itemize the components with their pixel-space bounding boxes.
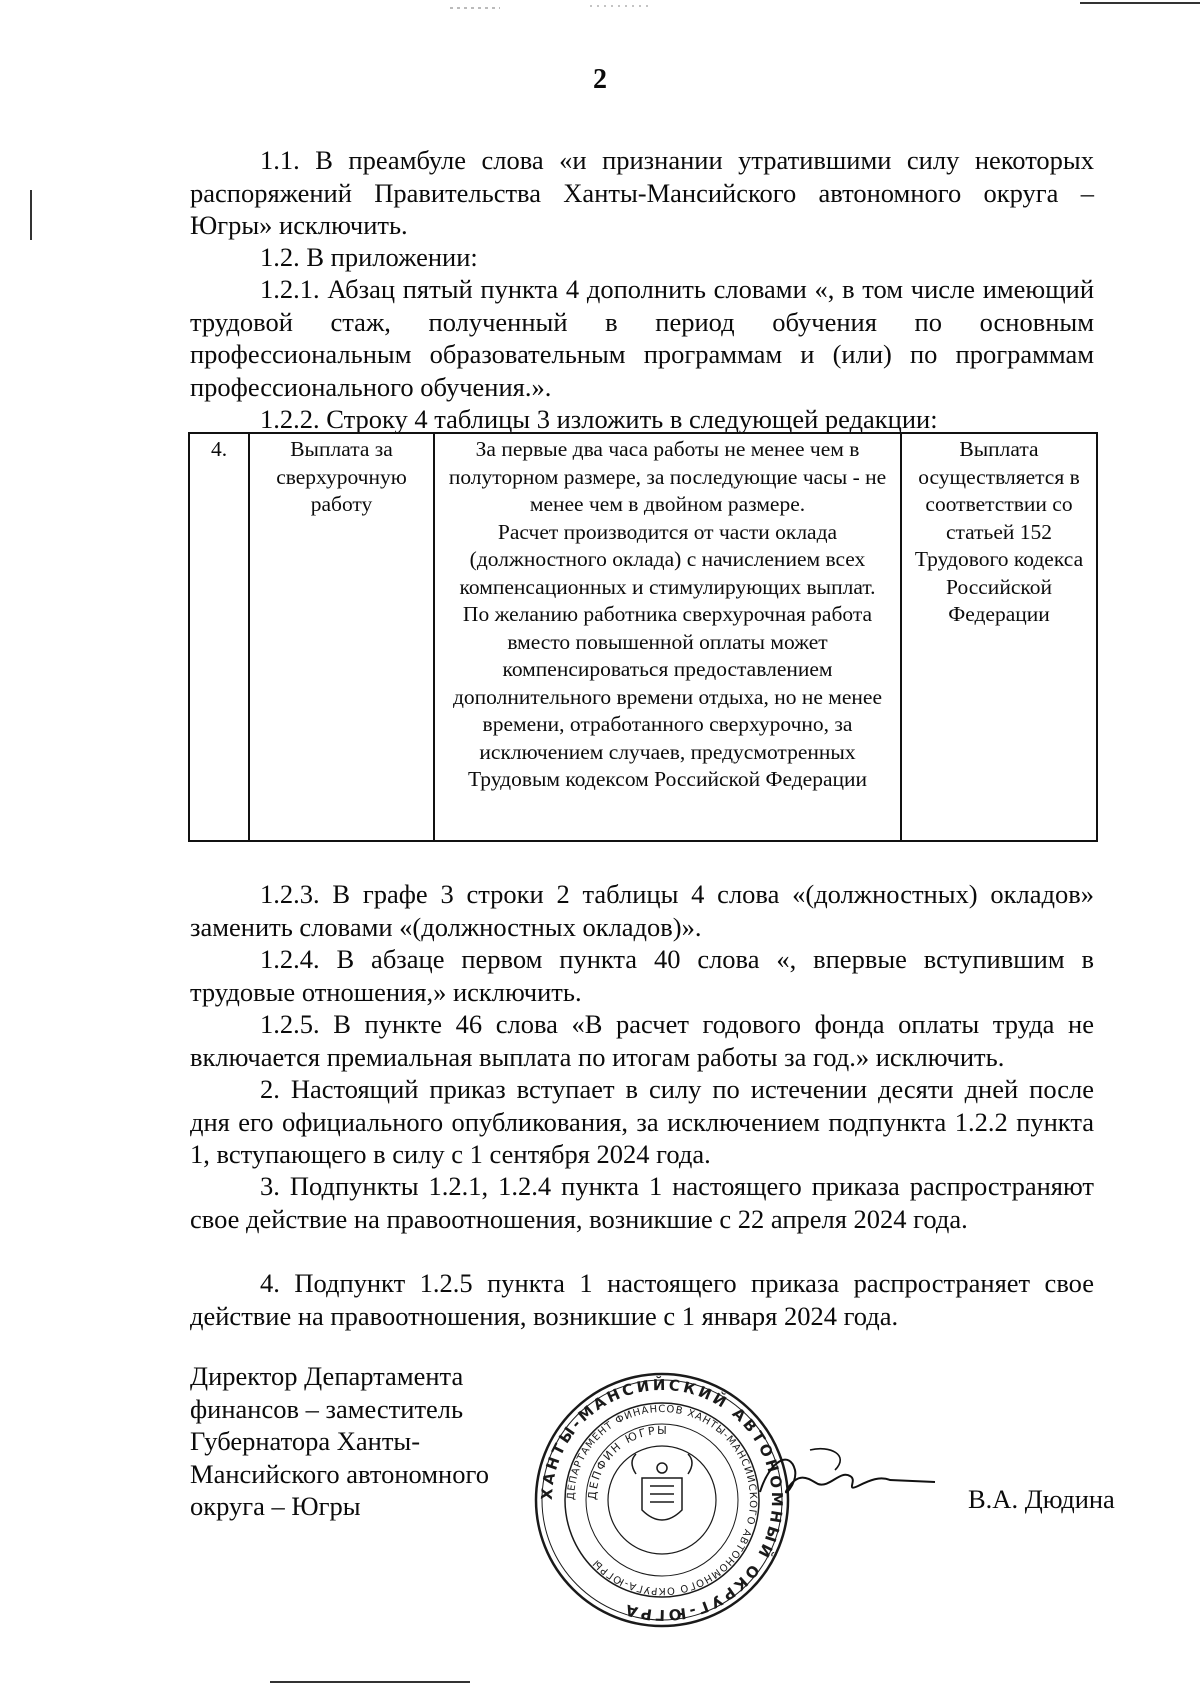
position-line: финансов – заместитель — [190, 1393, 464, 1424]
paragraph-2: 2. Настоящий приказ вступает в силу по истечении десяти дней после дня его официального опубликования, за исключением подпункта 1.2.2 пункта 1, вступающего в силу с 1 сентября 2024 года. — [190, 1074, 1094, 1169]
coat-of-arms-icon — [632, 1454, 692, 1520]
paragraph-4: 4. Подпункт 1.2.5 пункта 1 настоящего приказа распространяет свое действие на правоотношения, возникшие с 1 января 2024 года. — [190, 1268, 1094, 1331]
signatory-position — [190, 1360, 520, 1523]
amendment-table — [188, 432, 1098, 842]
paragraph-1-2-1: 1.2.1. Абзац пятый пункта 4 дополнить словами «, в том числе имеющий трудовой стаж, полученный в период обучения по основным профессиональным образовательным программам и (или) по программам профессионального обучения.». — [190, 274, 1094, 402]
paragraph-1-2-3: 1.2.3. В графе 3 строки 2 таблицы 4 слова «(должностных) окладов» заменить словами «(должностных окладов)». — [190, 879, 1094, 942]
position-line: округа – Югры — [190, 1491, 361, 1521]
paragraph-1-1: 1.1. В преамбуле слова «и признании утратившими силу некоторых распоряжений Правительства Ханты-Мансийского автономного округа – Югры» исключить. — [190, 145, 1094, 240]
paragraph-1-2-5: 1.2.5. В пункте 46 слова «В расчет годового фонда оплаты труда не включается премиальная выплата по итогам работы за год.» исключить. — [190, 1009, 1094, 1072]
table-row — [189, 433, 1097, 841]
scan-artifact-bottom — [270, 1678, 470, 1686]
scan-artifact-top-right — [1080, 0, 1200, 10]
signatory-name: В.А. Дюдина — [968, 1484, 1115, 1514]
condition-paragraph: По желанию работника сверхурочная работа вместо повышенной оплаты может компенсироваться предоставлением дополнительного времени отдыха, но не менее времени, отработанного сверхурочно, за исключением случаев, предусмотренных Трудовым кодексом Российской Федерации — [452, 602, 883, 791]
paragraph-1-2: 1.2. В приложении: — [260, 242, 478, 272]
payment-name-cell: Выплата за сверхурочную работу — [249, 433, 434, 841]
paragraph-1-2-4: 1.2.4. В абзаце первом пункта 40 слова «, впервые вступившим в трудовые отношения,» исключить. — [190, 944, 1094, 1007]
seal-middle-text: ДЕПАРТАМЕНТ ФИНАНСОВ ХАНТЫ-МАНСИЙСКОГО АВТОНОМНОГО ОКРУГА-ЮГРЫ — [565, 1403, 759, 1597]
paragraph-1-2-2: 1.2.2. Строку 4 таблицы 3 изложить в следующей редакции: — [260, 404, 938, 434]
row-number-cell: 4. — [189, 433, 249, 841]
condition-paragraph: За первые два часа работы не менее чем в полуторном размере, за последующие часы - не менее чем в двойном размере. — [448, 437, 887, 516]
seal-outer-text: ХАНТЫ-МАНСИЙСКИЙ АВТОНОМНЫЙ ОКРУГ-ЮГРА — [537, 1375, 787, 1625]
position-line: Губернатора Ханты- — [190, 1426, 421, 1456]
conditions-cell — [434, 433, 901, 841]
scan-artifact-top — [440, 0, 760, 20]
position-line: Мансийского автономного — [190, 1458, 489, 1489]
page-number: 2 — [593, 64, 607, 95]
legal-basis-cell: Выплата осуществляется в соответствии со статьей 152 Трудового кодекса Российской Федерации — [901, 433, 1097, 841]
handwritten-signature — [740, 1440, 940, 1520]
seal-inner-text: ДЕПФИН ЮГРЫ — [585, 1423, 669, 1501]
condition-paragraph: Расчет производится от части оклада (должностного оклада) с начислением всех компенсационных и стимулирующих выплат. — [459, 519, 876, 599]
paragraph-3: 3. Подпункты 1.2.1, 1.2.4 пункта 1 настоящего приказа распространяют свое действие на правоотношения, возникшие с 22 апреля 2024 года. — [190, 1171, 1094, 1234]
scan-artifact-left — [28, 190, 34, 240]
position-line: Директор Департамента — [190, 1361, 464, 1391]
